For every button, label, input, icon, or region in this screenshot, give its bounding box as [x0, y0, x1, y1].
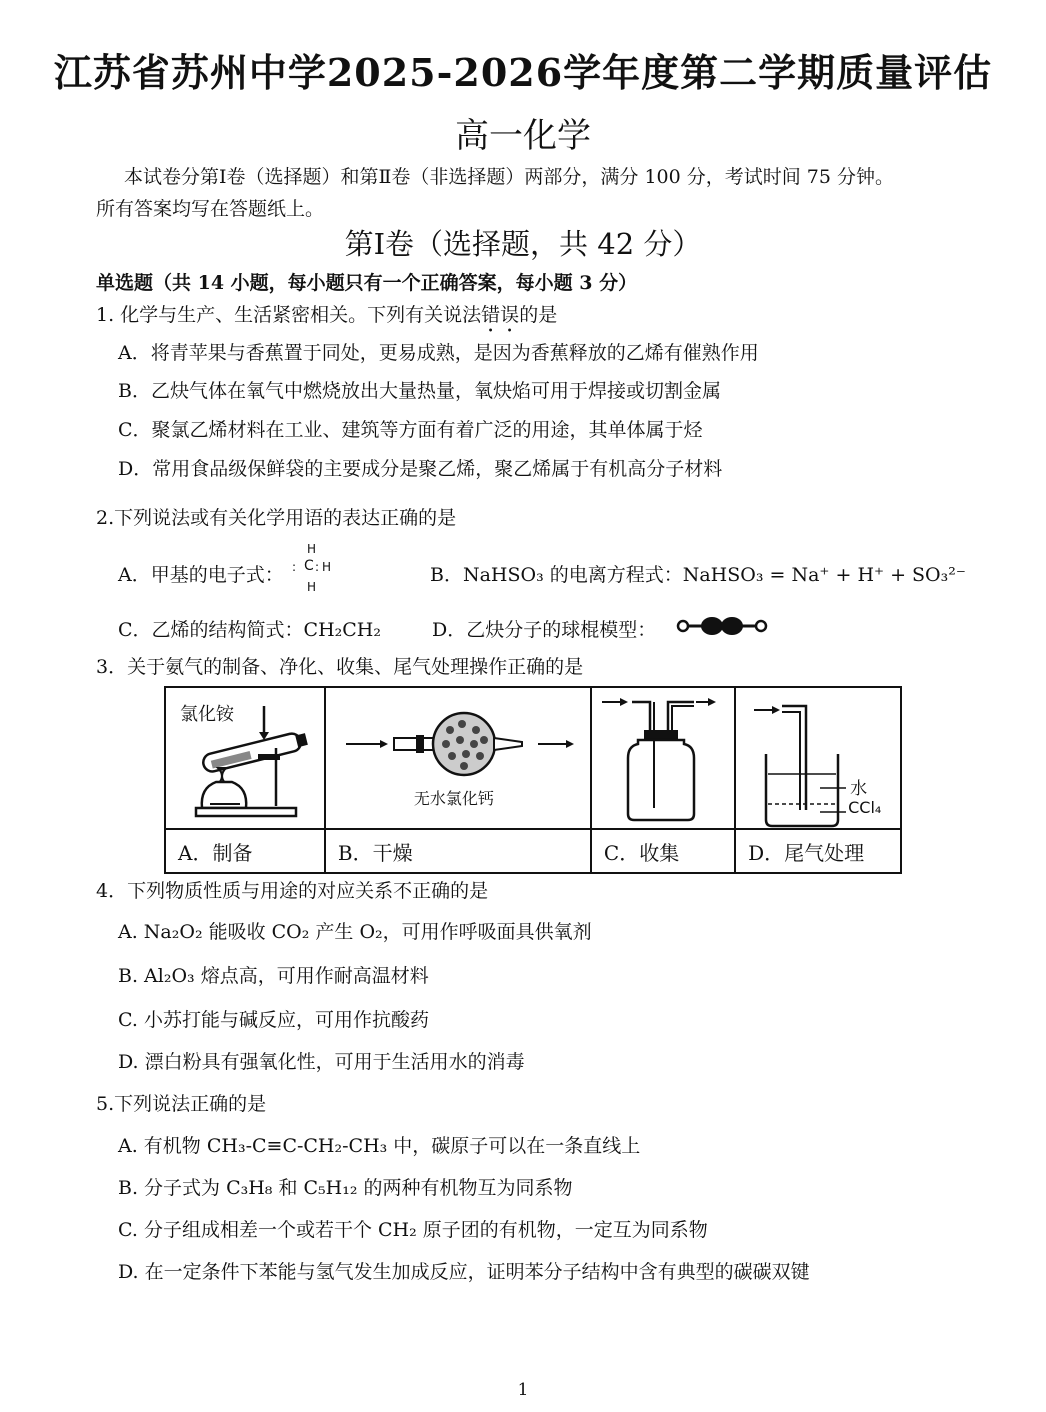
- q4-option-a: A. Na₂O₂ 能吸收 CO₂ 产生 O₂，可用作呼吸面具供氧剂: [118, 921, 592, 943]
- subject-title: 高一化学: [455, 116, 591, 156]
- apparatus-d-figure: [735, 687, 901, 829]
- drying-agent-label: 无水氯化钙: [413, 789, 494, 808]
- reagent-label: 氯化铵: [180, 704, 234, 725]
- q2-option-a-label: A．甲基的电子式：: [118, 564, 284, 586]
- apparatus-d-label: D．尾气处理: [735, 829, 901, 873]
- water-label: 水: [850, 779, 868, 799]
- q1-option-c: C．聚氯乙烯材料在工业、建筑等方面有着广泛的用途，其单体属于烃: [118, 419, 703, 441]
- q5-option-d: D. 在一定条件下苯能与氢气发生加成反应，证明苯分子结构中含有典型的碳碳双键: [118, 1261, 810, 1283]
- apparatus-c-figure: [591, 687, 735, 829]
- acetylene-ball-stick-model: [674, 612, 770, 640]
- question-5-stem: 5.下列说法正确的是: [96, 1093, 267, 1115]
- q1-stem-emphasis: 错误: [481, 304, 520, 326]
- question-2-stem: 2.下列说法或有关化学用语的表达正确的是: [96, 507, 457, 529]
- q4-option-d: D. 漂白粉具有强氧化性，可用于生活用水的消毒: [118, 1051, 525, 1073]
- methyl-electron-formula: H : C : H H: [292, 542, 332, 594]
- apparatus-a-label: A．制备: [165, 829, 325, 873]
- apparatus-b-figure: [325, 687, 591, 829]
- q5-option-a: A. 有机物 CH₃-C≡C-CH₂-CH₃ 中，碳原子可以在一条直线上: [118, 1135, 641, 1157]
- q5-option-b: B. 分子式为 C₃H₈ 和 C₅H₁₂ 的两种有机物互为同系物: [118, 1177, 573, 1199]
- ccl4-label: CCl₄: [848, 798, 882, 817]
- gas-collection-bottle-drawing: [592, 688, 736, 828]
- preparation-apparatus-drawing: [166, 688, 326, 828]
- q1-option-d: D．常用食品级保鲜袋的主要成分是聚乙烯，聚乙烯属于有机高分子材料: [118, 458, 723, 480]
- q5-option-c: C. 分子组成相差一个或若干个 CH₂ 原子团的有机物，一定互为同系物: [118, 1219, 708, 1241]
- question-4-stem: 4．下列物质性质与用途的对应关系不正确的是: [96, 880, 489, 902]
- apparatus-b-label: B．干燥: [325, 829, 591, 873]
- q1-option-b: B．乙炔气体在氧气中燃烧放出大量热量，氧炔焰可用于焊接或切割金属: [118, 380, 721, 402]
- q2-option-b: [430, 560, 966, 587]
- section-instructions: 单选题（共 14 小题，每小题只有一个正确答案，每小题 3 分）: [96, 272, 638, 294]
- apparatus-table: [164, 686, 902, 874]
- formula-carbon: C: [304, 558, 314, 574]
- q4-option-c: C. 小苏打能与碱反应，可用作抗酸药: [118, 1009, 429, 1031]
- apparatus-c-label: C．收集: [591, 829, 735, 873]
- intro-line-2: 所有答案均写在答题纸上。: [96, 198, 325, 220]
- q2-option-c: C．乙烯的结构简式：CH₂CH₂: [118, 619, 381, 641]
- section-title: 第Ⅰ卷（选择题，共 42 分）: [344, 227, 702, 261]
- apparatus-a-figure: [165, 687, 325, 829]
- formula-h-right: H: [322, 560, 332, 574]
- q1-option-a: A．将青苹果与香蕉置于同处，更易成熟，是因为香蕉释放的乙烯有催熟作用: [118, 342, 759, 364]
- q2-option-d-label: D．乙炔分子的球棍模型：: [432, 619, 657, 641]
- q1-stem-before: 1. 化学与生产、生活紧密相关。下列有关说法: [96, 304, 482, 326]
- q2-option-b-equation: NaHSO₃ = Na⁺ + H⁺ + SO₃²⁻: [682, 564, 966, 586]
- exam-title: 江苏省苏州中学2025-2026学年度第二学期质量评估: [53, 50, 993, 95]
- q4-option-b: B. Al₂O₃ 熔点高，可用作耐高温材料: [118, 965, 429, 987]
- formula-h-bottom: H: [307, 580, 317, 594]
- intro-line-1: 本试卷分第Ⅰ卷（选择题）和第Ⅱ卷（非选择题）两部分，满分 100 分，考试时间 75 分钟。: [124, 166, 895, 188]
- question-3-stem: 3．关于氨气的制备、净化、收集、尾气处理操作正确的是: [96, 656, 584, 678]
- q2-option-b-label: B．NaHSO₃ 的电离方程式：: [430, 564, 683, 586]
- formula-h-top: H: [307, 542, 317, 556]
- question-1-stem: [96, 300, 557, 337]
- q1-stem-after: 的是: [519, 304, 558, 326]
- page-number: 1: [517, 1380, 529, 1400]
